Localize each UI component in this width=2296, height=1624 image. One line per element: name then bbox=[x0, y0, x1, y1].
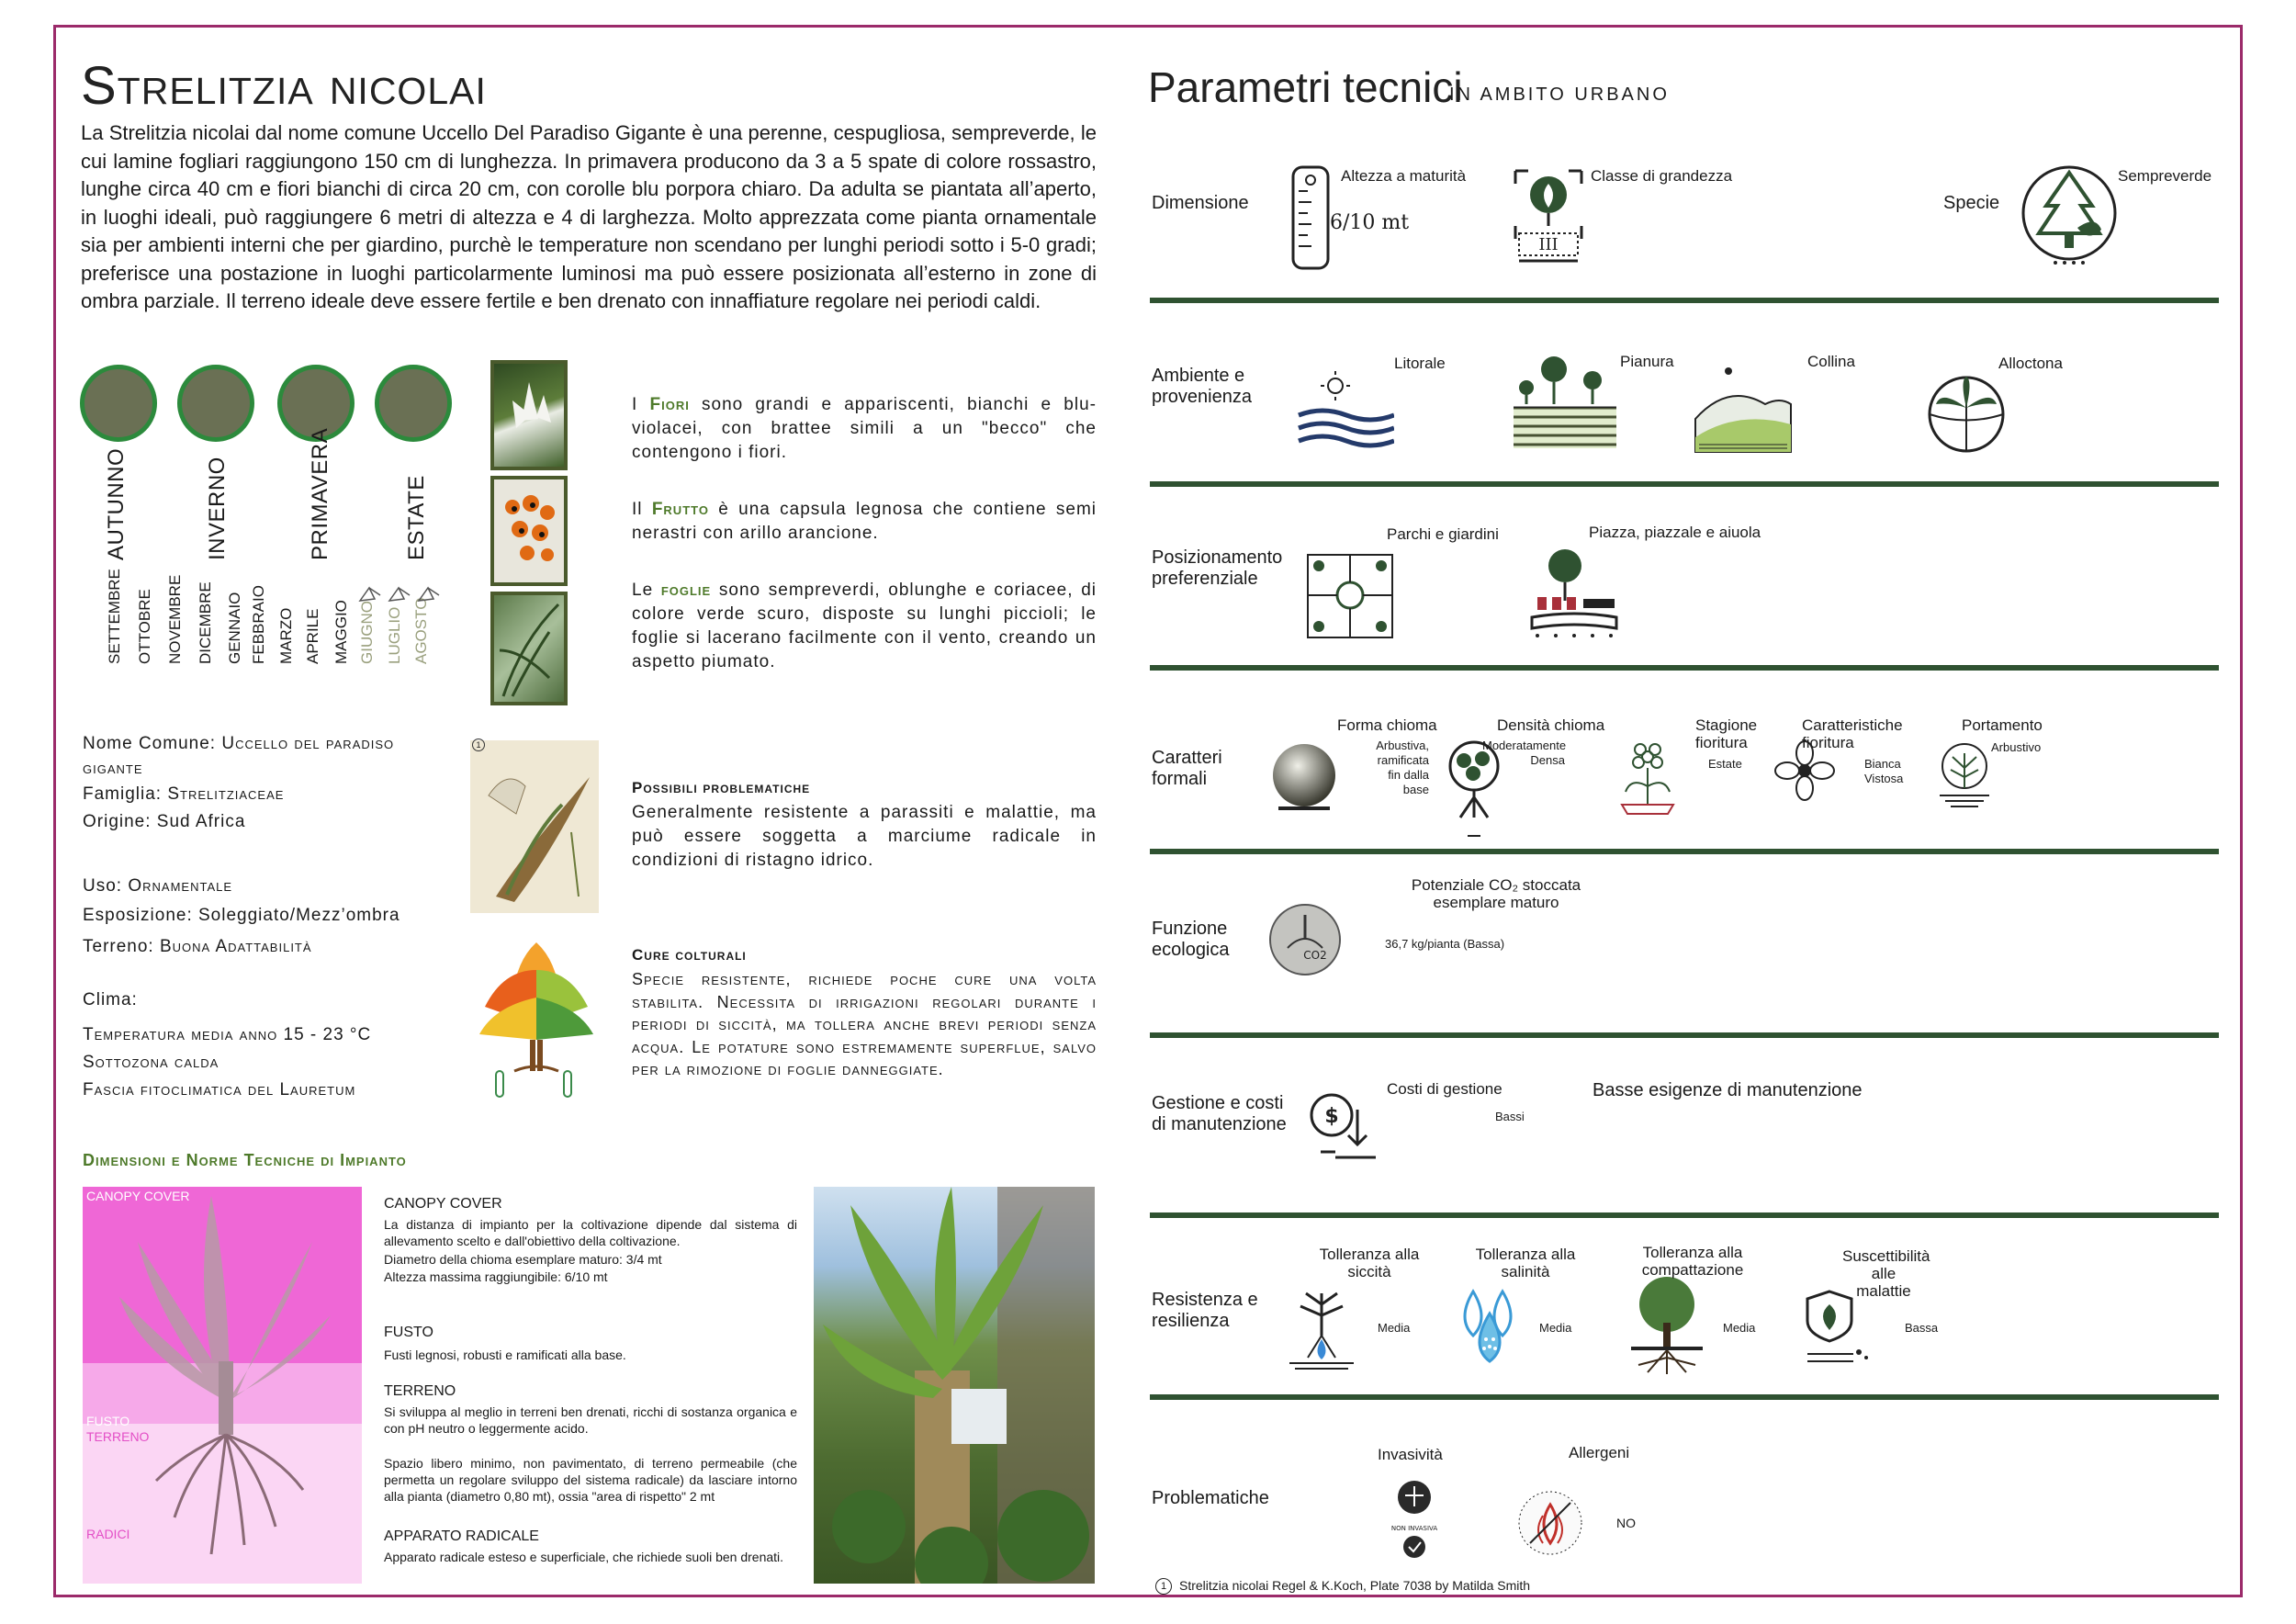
costi-value: Bassi bbox=[1495, 1110, 1525, 1123]
month-label: OTTOBRE bbox=[136, 589, 153, 664]
crown-shape-icon bbox=[1269, 740, 1339, 814]
terreno-text: Si sviluppa al meglio in terreni ben drenati, ricchi di sostanza organica e con pH neutro o leggermente acido. bbox=[384, 1404, 797, 1436]
plate-number: 1 bbox=[472, 739, 485, 751]
specie-label: Specie bbox=[1943, 193, 2000, 213]
footnote-number: 1 bbox=[1155, 1578, 1172, 1595]
fusto-title: FUSTO bbox=[384, 1325, 433, 1340]
height-ruler-icon bbox=[1289, 164, 1332, 272]
specie-value: Sempreverde bbox=[2118, 167, 2212, 185]
family: Famiglia: Strelitziaceae bbox=[83, 784, 285, 804]
dimensions-diagram bbox=[83, 1187, 362, 1584]
ambiente-item: Litorale bbox=[1394, 355, 1446, 372]
canopy-text: La distanza di impianto per la coltivazione dipende dal sistema di allevamento scelto e dall'obiettivo della coltivazione. bbox=[384, 1217, 797, 1248]
caratteristiche-value: Bianca Vistosa bbox=[1864, 757, 1904, 785]
dimensione-label: Dimensione bbox=[1152, 193, 1249, 213]
ambiente-item: Alloctona bbox=[1998, 355, 2063, 372]
section-divider bbox=[1150, 481, 2219, 487]
foglie-description: Le foglie sono sempreverdi, oblunghe e coriacee, di colore verde scuro, disposte su lunghi piccioli; le foglie si lacerano facilmente con il vento, creando un aspetto piumato. bbox=[632, 581, 1097, 671]
exotic-icon bbox=[1923, 371, 2009, 454]
phyto-zone: Fascia fitoclimatica del Lauretum bbox=[83, 1080, 356, 1100]
use: Uso: Ornamentale bbox=[83, 876, 233, 896]
dimensions-title: Dimensioni e Norme Tecniche di Impianto bbox=[83, 1151, 407, 1169]
parametri-subtitle: IN AMBITO URBANO bbox=[1449, 85, 1670, 105]
problems-title: Possibili problematiche bbox=[632, 779, 811, 796]
section-divider bbox=[1150, 298, 2219, 303]
month-label: FEBBRAIO bbox=[250, 585, 267, 664]
management-cost-icon bbox=[1308, 1091, 1378, 1161]
subzone: Sottozona calda bbox=[83, 1053, 219, 1072]
size-class-value: III bbox=[1538, 235, 1559, 254]
resistenza-item-value: Bassa bbox=[1905, 1321, 1939, 1335]
month-label: APRILE bbox=[304, 608, 321, 664]
leaves-thumbnail bbox=[490, 592, 568, 705]
fiori-description: I Fiori sono grandi e appariscenti, bianchi e blu-violacei, con brattee simili a un "becco" che contengono i fiori. bbox=[632, 395, 1097, 462]
canopy-height: Altezza massima raggiungibile: 6/10 mt bbox=[384, 1269, 608, 1284]
season-label: INVERNO bbox=[205, 457, 230, 560]
flower-icons bbox=[356, 582, 445, 606]
resistenza-item-value: Media bbox=[1378, 1321, 1411, 1335]
evergreen-icon bbox=[2019, 164, 2120, 270]
fusto-text: Fusti legnosi, robusti e ramificati alla base. bbox=[384, 1348, 626, 1362]
flowering-season-icon bbox=[1613, 740, 1683, 818]
canopy-diameter: Diametro della chioma esemplare maturo: 3/4 mt bbox=[384, 1252, 662, 1267]
temperature: Temperatura media anno 15 - 23 °C bbox=[83, 1025, 372, 1044]
canopy-label: CANOPY COVER bbox=[86, 1189, 190, 1203]
ambiente-label: Ambiente e provenienza bbox=[1152, 366, 1252, 407]
svg-text:$: $ bbox=[1324, 1105, 1339, 1128]
section-divider bbox=[1150, 665, 2219, 671]
season-label: PRIMAVERA bbox=[308, 427, 332, 560]
allergen-icon bbox=[1515, 1488, 1585, 1558]
disease-susceptibility-icon bbox=[1802, 1288, 1874, 1370]
resistenza-item-label: Tolleranza alla compattazione bbox=[1641, 1244, 1744, 1279]
terreno-text-2: Spazio libero minimo, non pavimentato, di terreno permeabile (che permetta un regolare sviluppo del sistema radicale) da lasciare intorno alla pianta (diametro 0,80 mt), ossia "area di rispetto" 2 mt bbox=[384, 1456, 797, 1504]
frutto-description: Il Frutto è una capsula legnosa che contiene semi nerastri con arillo arancione. bbox=[632, 500, 1097, 543]
resistenza-item-value: Media bbox=[1539, 1321, 1572, 1335]
invasivita-label: Invasività bbox=[1378, 1446, 1443, 1463]
month-label: GENNAIO bbox=[226, 592, 243, 664]
drought-tolerance-icon bbox=[1286, 1286, 1357, 1374]
care-text: Specie resistente, richiede poche cure una volta stabilita. Necessita di irrigazioni regolari durante i periodi di siccità, ma tollera anche brevi periodi senza acqua. Le potature sono estremamente superflue, salvo per la rimozione di foglie danneggiate. bbox=[632, 970, 1097, 1078]
canopy-title: CANOPY COVER bbox=[384, 1196, 502, 1212]
salinity-tolerance-icon bbox=[1453, 1286, 1530, 1363]
altezza-label: Altezza a maturità bbox=[1341, 167, 1467, 185]
square-icon bbox=[1528, 546, 1620, 641]
resistenza-label: Resistenza e resilienza bbox=[1152, 1290, 1258, 1331]
problematiche-label: Problematiche bbox=[1152, 1488, 1269, 1508]
origin: Origine: Sud Africa bbox=[83, 812, 246, 831]
season-label: ESTATE bbox=[404, 475, 429, 560]
radici-title: APPARATO RADICALE bbox=[384, 1528, 539, 1544]
fusto-label: FUSTO bbox=[86, 1414, 130, 1428]
size-class-icon bbox=[1510, 165, 1587, 270]
gestione-note: Basse esigenze di manutenzione bbox=[1593, 1080, 1863, 1100]
non-invasive-icon bbox=[1389, 1479, 1440, 1560]
problems-text: Generalmente resistente a parassiti e malattie, ma può essere soggetta a marciume radicale in condizioni di ristagno idrico. bbox=[632, 803, 1097, 870]
compaction-tolerance-icon bbox=[1629, 1275, 1705, 1376]
section-divider bbox=[1150, 1212, 2219, 1218]
resistenza-item-label: Suscettibilità alle malattie bbox=[1842, 1247, 1930, 1300]
habit-icon bbox=[1934, 740, 1995, 808]
radici-label: RADICI bbox=[86, 1527, 130, 1541]
altezza-value: 6/10 mt bbox=[1330, 211, 1410, 234]
ambiente-item: Collina bbox=[1807, 353, 1855, 370]
month-label: SETTEMBRE bbox=[106, 569, 123, 664]
caratteri-label: Caratteri formali bbox=[1152, 748, 1222, 789]
plant-photo bbox=[814, 1187, 1095, 1584]
gestione-label: Gestione e costi di manutenzione bbox=[1152, 1093, 1287, 1134]
coast-icon bbox=[1297, 369, 1394, 452]
botanical-plate bbox=[470, 740, 599, 913]
month-label: DICEMBRE bbox=[197, 581, 214, 664]
resistenza-item-label: Tolleranza alla siccità bbox=[1319, 1246, 1420, 1280]
flower-thumbnail bbox=[490, 360, 568, 470]
care-title: Cure colturali bbox=[632, 946, 747, 964]
section-divider bbox=[1150, 1032, 2219, 1038]
allergeni-label: Allergeni bbox=[1569, 1444, 1630, 1461]
month-label: NOVEMBRE bbox=[166, 574, 184, 664]
co2-icon-text: CO2 bbox=[1303, 949, 1327, 962]
month-label-flowering: LUGLIO bbox=[386, 606, 403, 664]
intro-paragraph: La Strelitzia nicolai dal nome comune Uccello Del Paradiso Gigante è una perenne, cespugliosa, sempreverde, le cui lamine fogliari raggiungono 150 cm di lunghezza. In primavera producono da 3 a 5 spate di colore rossastro, lunghe circa 40 cm e fiori bianchi di circa 20 cm, con corolle blu porpora chiaro. Da adulta se piantata all’aperto, in luoghi ideali, può raggiungere 6 metri di altezza e 4 di larghezza. Molto apprezzata come pianta ornamentale sia per ambienti interni che per giardino, purchè le temperature non scendano per lunghi periodi sotto i 5-0 gradi; preferisce una postazione in luoghi particolarmente luminosi ma può essere posizionata all’esterno in zone di ombra parziale. Il terreno ideale deve essere fertile e ben drenato con innaffiature regolare nei periodi caldi. bbox=[81, 121, 1097, 312]
month-label: MARZO bbox=[277, 607, 295, 664]
classe-label: Classe di grandezza bbox=[1591, 167, 1733, 185]
forma-label: Forma chioma bbox=[1337, 716, 1437, 734]
portamento-label: Portamento bbox=[1962, 716, 2043, 734]
portamento-value: Arbustivo bbox=[1991, 740, 2042, 754]
co2-value: 36,7 kg/pianta (Bassa) bbox=[1385, 937, 1505, 951]
costi-label: Costi di gestione bbox=[1387, 1080, 1503, 1098]
common-name: Nome Comune: Uccello del paradiso gigante bbox=[83, 734, 395, 778]
section-divider bbox=[1150, 849, 2219, 854]
stagione-value: Estate bbox=[1708, 757, 1742, 771]
section-divider bbox=[1150, 1394, 2219, 1400]
park-icon bbox=[1304, 551, 1396, 641]
non-invasive-text: NON INVASIVA bbox=[1390, 1525, 1438, 1532]
care-tree-icon bbox=[468, 933, 604, 1106]
allergeni-value: NO bbox=[1616, 1516, 1636, 1530]
plain-icon bbox=[1510, 353, 1620, 456]
co2-storage-icon bbox=[1267, 902, 1343, 977]
funzione-label: Funzione ecologica bbox=[1152, 919, 1230, 960]
stagione-label: Stagione fioritura bbox=[1695, 716, 1758, 751]
terreno-label: TERRENO bbox=[86, 1429, 150, 1444]
parametri-title: Parametri tecnici bbox=[1148, 63, 1463, 111]
climate-label: Clima: bbox=[83, 990, 138, 1009]
resistenza-item-label: Tolleranza alla salinità bbox=[1475, 1246, 1576, 1280]
soil: Terreno: Buona Adattabilità bbox=[83, 937, 312, 956]
caratteristiche-label: Caratteristiche fioritura bbox=[1802, 716, 1903, 751]
page-title: Strelitzia nicolai bbox=[81, 56, 487, 116]
fruit-thumbnail bbox=[490, 476, 568, 586]
resistenza-item-value: Media bbox=[1723, 1321, 1756, 1335]
month-label-flowering: AGOSTO bbox=[412, 597, 430, 664]
posizionamento-label: Posizionamento preferenziale bbox=[1152, 547, 1283, 589]
ambiente-item: Pianura bbox=[1620, 353, 1674, 370]
densita-label: Densità chioma bbox=[1497, 716, 1605, 734]
exposure: Esposizione: Soleggiato/Mezz’ombra bbox=[83, 906, 400, 925]
forma-value: Arbustiva, ramificata fin dalla base bbox=[1376, 739, 1429, 796]
posizionamento-item: Piazza, piazzale e aiuola bbox=[1589, 524, 1761, 541]
month-label-flowering: GIUGNO bbox=[358, 601, 376, 664]
footnote: Strelitzia nicolai Regel & K.Koch, Plate 7038 by Matilda Smith bbox=[1179, 1578, 1531, 1593]
season-circle-inverno bbox=[177, 365, 254, 442]
season-label: AUTUNNO bbox=[104, 447, 129, 560]
co2-label: Potenziale CO₂ stoccata esemplare maturo bbox=[1411, 876, 1581, 911]
month-label: MAGGIO bbox=[332, 600, 350, 664]
densita-value: Moderatamente Densa bbox=[1482, 739, 1567, 767]
season-circle-estate bbox=[375, 365, 452, 442]
radici-text: Apparato radicale esteso e superficiale, che richiede suoli ben drenati. bbox=[384, 1550, 784, 1564]
terreno-title: TERRENO bbox=[384, 1383, 456, 1399]
posizionamento-item: Parchi e giardini bbox=[1387, 525, 1499, 543]
hill-icon bbox=[1692, 364, 1795, 456]
season-circle-autunno bbox=[80, 365, 157, 442]
